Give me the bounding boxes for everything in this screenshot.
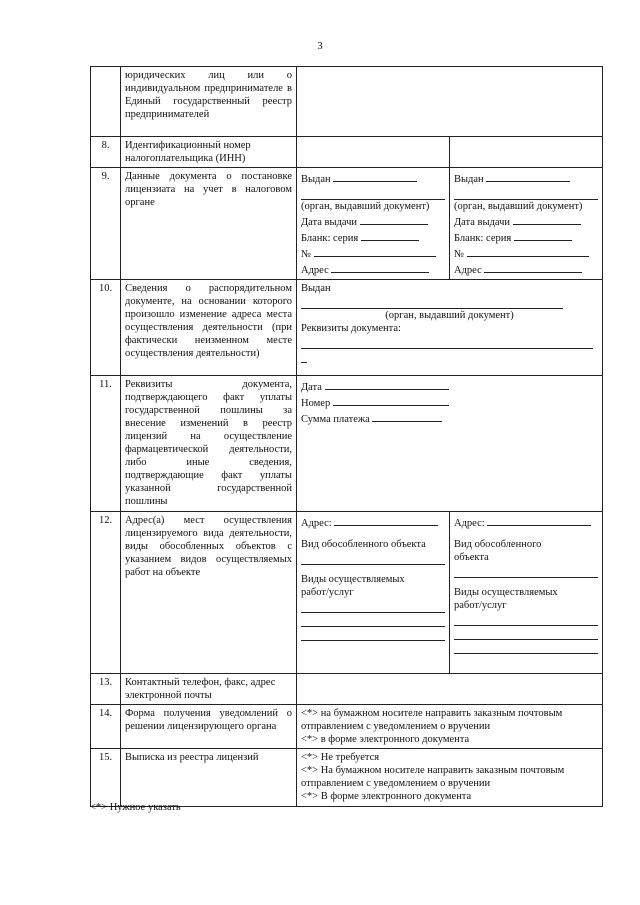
footnote: <*> Нужное указать [90,802,181,813]
page-number: 3 [317,41,323,52]
row-label: юридических лиц или о индивидуальном предпринимателе в Единый государственный реестр предпринимателей [121,67,297,137]
option-not-required[interactable]: <*> Не требуется [301,752,380,763]
row-number: 14. [91,705,121,749]
value-cell[interactable] [297,67,603,137]
activity-address-block-2[interactable]: Адрес: Вид обособленного объекта Виды осуществляемых работ/услуг [450,512,603,674]
payment-block[interactable]: Дата Номер Сумма платежа [297,376,603,512]
value-cell[interactable] [450,137,603,168]
row-number: 9. [91,168,121,280]
activity-address-block-1[interactable]: Адрес: Вид обособленного объекта Виды осуществляемых работ/услуг [297,512,450,674]
row-number: 11. [91,376,121,512]
table-row [91,280,603,376]
table-row [91,705,603,749]
license-form-table [90,66,603,807]
row-label: Контактный телефон, факс, адрес электронной почты [121,674,297,705]
row-number: 8. [91,137,121,168]
table-row [91,512,603,674]
table-row [91,674,603,705]
tax-registration-block-2[interactable]: Выдан (орган, выдавший документ) Дата выдачи Бланк: серия № Адрес [450,168,603,280]
table-row [91,137,603,168]
row-label: Идентификационный номер налогоплательщика (ИНН) [121,137,297,168]
table-row [91,67,603,137]
option-paper[interactable]: <*> на бумажном носителе направить заказным почтовым отправлением с уведомлением о вручении [301,708,563,732]
row-label: Данные документа о постановке лицензиата на учет в налоговом органе [121,168,297,280]
row-label: Адрес(а) мест осуществления лицензируемого вида деятельности, виды обособленных объектов с указанием видов осуществляемых работ на объекте [121,512,297,674]
row-label: Реквизиты документа, подтверждающего факт уплаты государственной пошлины за внесение изменений в реестр лицензий на осуществление фармацевтической деятельности, либо иные сведения, подтверждающие факт уплаты указанной государственной пошлины [121,376,297,512]
table-row [91,749,603,807]
option-paper[interactable]: <*> На бумажном носителе направить заказным почтовым отправлением с уведомлением о вручении [301,765,565,789]
extract-options[interactable] [297,749,603,807]
row-label: Выписка из реестра лицензий [121,749,297,807]
order-document-block[interactable]: Выдан (орган, выдавший документ) Реквизиты документа: [297,280,603,376]
option-electronic[interactable]: <*> в форме электронного документа [301,734,470,745]
value-cell[interactable] [297,137,450,168]
row-label: Сведения о распорядительном документе, на основании которого произошло изменение адреса места осуществления деятельности (при фактически неизменном месте осуществления деятельности) [121,280,297,376]
contacts-cell[interactable] [297,674,603,705]
notification-form-options[interactable] [297,705,603,749]
option-electronic[interactable]: <*> В форме электронного документа [301,791,472,802]
row-number: 13. [91,674,121,705]
row-number: 10. [91,280,121,376]
row-label: Форма получения уведомлений о решении лицензирующего органа [121,705,297,749]
table-row [91,168,603,280]
row-number: 15. [91,749,121,807]
table-row [91,376,603,512]
tax-registration-block-1[interactable]: Выдан (орган, выдавший документ) Дата выдачи Бланк: серия № Адрес [297,168,450,280]
row-number: 12. [91,512,121,674]
